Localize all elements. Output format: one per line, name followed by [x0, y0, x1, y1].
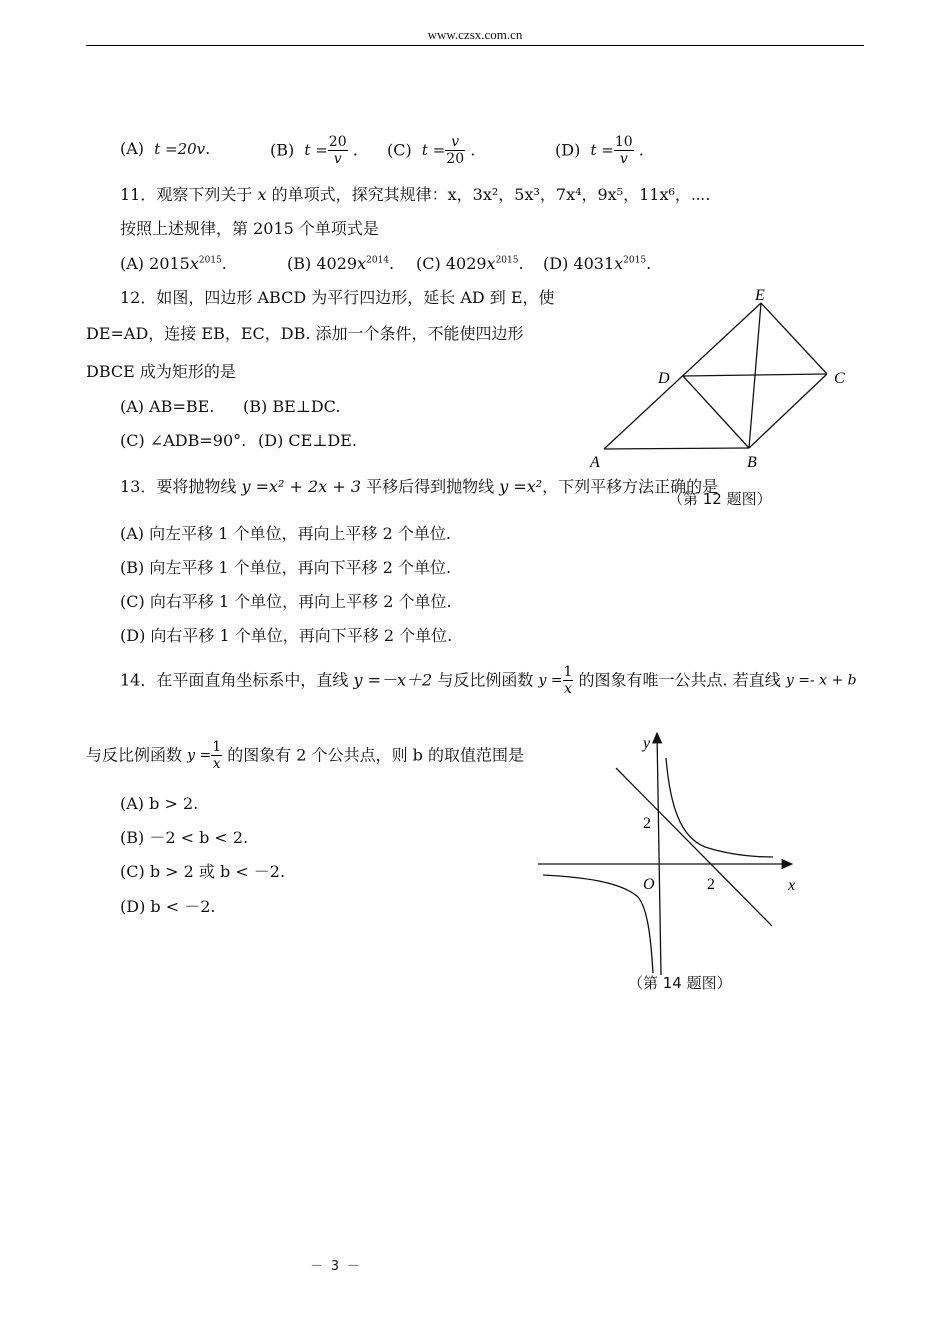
q12-caption: （第 12 题图） — [668, 490, 772, 508]
q10-option-c: (C) t = $\frac{v}{20}$ . — [387, 134, 476, 168]
q12-option-c: (C) ∠ADB=90°. — [120, 431, 247, 450]
q12-figure — [580, 282, 860, 482]
q12-stem-line2: DE=AD，连接 EB，EC，DB. 添加一个条件，不能使四边形 — [86, 324, 524, 343]
q12-stem-line3: DBCE 成为矩形的是 — [86, 362, 236, 381]
q11-line2: 按照上述规律，第 2015 个单项式是 — [120, 219, 379, 238]
page-header: www.czsx.com.cn — [427, 27, 523, 42]
q12-stem-line1: 12．如图，四边形 ABCD 为平行四边形，延长 AD 到 E，使 — [120, 288, 555, 307]
q11-option-d: (D) $4031x^{2015}$. — [543, 254, 652, 273]
q11-stem: 11．观察下列关于 x 的单项式，探究其规律：x，3x²，5x³，7x⁴，9x⁵，11x⁶，⋯. — [120, 185, 711, 204]
q10-option-b: (B) t = $\frac{20}{v}$ . — [270, 134, 358, 168]
q14-option-a: (A) b > 2. — [120, 794, 199, 813]
label-b: B — [747, 454, 757, 471]
q11-option-c: (C) $4029x^{2015}$. — [416, 254, 524, 273]
q14-stem-line2: 与反比例函数 y = $\frac{1}{x}$ 的图象有 2 个公共点，则 b 的取值范围是 — [86, 739, 524, 773]
q14-option-d: (D) b < －2. — [120, 897, 216, 916]
y-axis — [657, 733, 661, 975]
q13-option-c: (C) 向右平移 1 个单位，再向上平移 2 个单位. — [120, 592, 452, 611]
hyperbola-branch-2 — [543, 875, 653, 973]
q10-option-a: (A) t =20v. — [120, 139, 211, 158]
q12-option-a: (A) AB=BE. — [120, 397, 215, 416]
q13-option-b: (B) 向左平移 1 个单位，再向下平移 2 个单位. — [120, 558, 452, 577]
q13-option-a: (A) 向左平移 1 个单位，再向上平移 2 个单位. — [120, 524, 451, 543]
label-origin: O — [643, 876, 655, 893]
label-c: C — [834, 370, 845, 387]
label-a: A — [590, 454, 600, 471]
q14-option-b: (B) －2 < b < 2. — [120, 828, 249, 847]
q10-option-d: (D) t = $\frac{10}{v}$ . — [555, 134, 644, 168]
label-y-tick-2: 2 — [643, 815, 651, 832]
q14-stem-line1: 14．在平面直角坐标系中，直线 y =－x＋2 与反比例函数 y = $\frac{1}{x}$ 的图象有唯一公共点. 若直线 y =- x + b — [120, 664, 857, 698]
q12-option-d: (D) CE⊥DE. — [258, 431, 357, 450]
label-e: E — [755, 287, 765, 304]
label-x-axis: x — [788, 877, 796, 894]
header-rule — [86, 45, 864, 46]
line-y-neg-x-plus-2 — [616, 768, 772, 926]
segment-bc — [749, 374, 827, 448]
segment-ec — [761, 303, 827, 374]
q11-option-a: (A) $2015x^{2015}$. — [120, 254, 227, 273]
segment-ae — [604, 303, 761, 449]
label-x-tick-2: 2 — [707, 876, 715, 893]
q13-stem: 13．要将抛物线 y =x² + 2x + 3 平移后得到抛物线 y =x²，下列平移方法正确的是 — [120, 477, 719, 496]
q14-option-c: (C) b > 2 或 b < －2. — [120, 862, 286, 881]
label-d: D — [658, 370, 670, 387]
segment-db — [683, 376, 749, 448]
page-number: － 3 － — [310, 1259, 360, 1274]
hyperbola-branch-1 — [666, 758, 773, 857]
label-y-axis: y — [643, 735, 651, 752]
q11-option-b: (B) $4029x^{2014}$. — [287, 254, 395, 273]
q14-figure — [530, 725, 810, 980]
q14-caption: （第 14 题图） — [628, 974, 732, 992]
q12-option-b: (B) BE⊥DC. — [243, 397, 341, 416]
segment-ab — [604, 448, 749, 449]
q13-option-d: (D) 向右平移 1 个单位，再向下平移 2 个单位. — [120, 626, 453, 645]
